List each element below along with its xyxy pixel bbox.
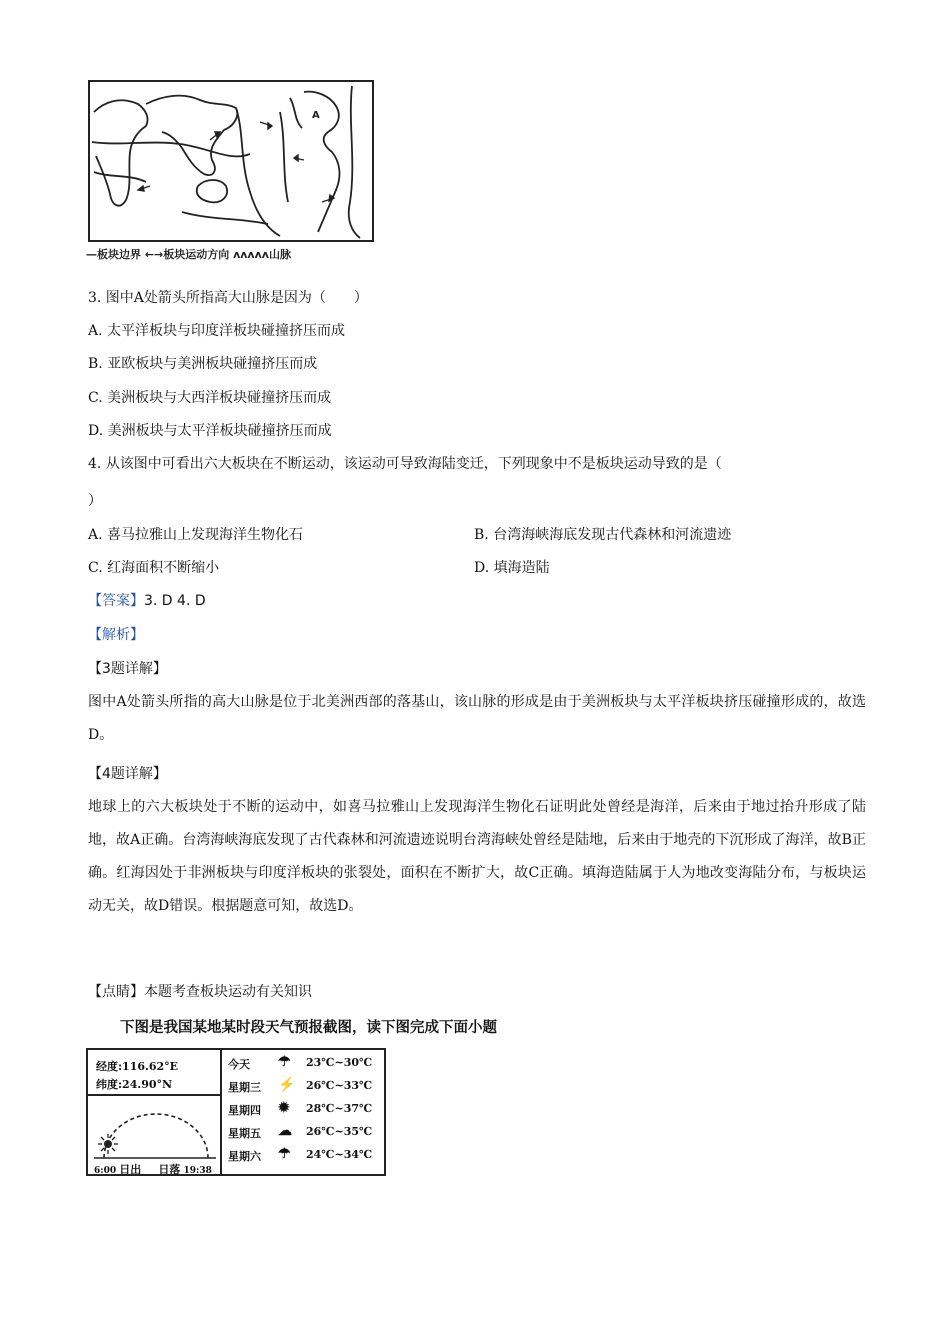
plate-map <box>88 80 374 242</box>
q3-stem: 3. 图中A处箭头所指高大山脉是因为（ ） <box>88 290 368 306</box>
forecast-row <box>228 1146 384 1166</box>
analysis-tag: 【解析】 <box>88 627 144 643</box>
q4-option-d: D. 填海造陆 <box>474 560 550 576</box>
latitude-label: 纬度:24.90°N <box>96 1078 173 1091</box>
weather-forecast-panel <box>86 1048 386 1176</box>
forecast-day: 星期五 <box>228 1127 261 1140</box>
detail4-text: 地球上的六大板块处于不断的运动中，如喜马拉雅山上发现海洋生物化石证明此处曾经是海洋，后来由于地过抬升形成了陆地，故A正确。台湾海峡海底发现了古代森林和河流遗迹说明台湾海峡处曾经是陆地，后来由于地壳的下沉形成了海洋，故B正确。红海因处于非洲板块与印度洋板块的张裂处，面积在不断扩大，故C正确。填海造陆属于人为地改变海陆分布，与板块运动无关，故D错误。根据题意可知，故选D。 <box>88 799 866 914</box>
comment-line: 【点睛】本题考查板块运动有关知识 <box>88 984 312 1000</box>
q4-option-a: A. 喜马拉雅山上发现海洋生物化石 <box>88 527 304 543</box>
sunset-label: 日落 <box>158 1163 181 1176</box>
forecast-row <box>228 1100 384 1120</box>
sun-path-diagram <box>90 1098 220 1162</box>
plate-map-figure <box>86 72 382 268</box>
forecast-day: 今天 <box>228 1058 250 1071</box>
forecast-row <box>228 1054 384 1074</box>
thunderstorm-icon: ⚡ <box>278 1077 296 1093</box>
longitude-label: 经度:116.62°E <box>96 1060 179 1073</box>
marker-a: A <box>312 110 320 121</box>
sun-icon <box>98 1134 118 1154</box>
sunrise-time: 6:00 <box>94 1166 117 1176</box>
detail3-title: 【3题详解】 <box>88 661 167 677</box>
rain-icon: ☂ <box>278 1054 291 1070</box>
forecast-day: 星期六 <box>228 1150 261 1163</box>
detail4-title: 【4题详解】 <box>88 766 167 782</box>
answer-text: 3. D 4. D <box>144 593 206 609</box>
sunny-icon: ✹ <box>278 1100 290 1116</box>
divider-vertical <box>220 1050 222 1174</box>
cloudy-rain-icon: ☁ <box>278 1123 292 1139</box>
forecast-day: 星期三 <box>228 1081 261 1094</box>
sun-times <box>94 1161 212 1177</box>
map-legend: —板块边界 ←→板块运动方向 ʌʌʌʌʌ山脉 <box>86 248 291 261</box>
forecast-temp: 24℃~34℃ <box>306 1148 373 1161</box>
q3-option-c: C. 美洲板块与大西洋板块碰撞挤压而成 <box>88 390 332 406</box>
q4-stem: 4. 从该图中可看出六大板块在不断运动，该运动可导致海陆变迁，下列现象中不是板块运动导致的是（ <box>88 456 722 472</box>
forecast-day: 星期四 <box>228 1104 261 1117</box>
detail3-text: 图中A处箭头所指的高大山脉是位于北美洲西部的落基山，该山脉的形成是由于美洲板块与太平洋板块挤压碰撞形成的，故选D。 <box>88 694 866 743</box>
forecast-temp: 28℃~37℃ <box>306 1102 373 1115</box>
q4-option-c: C. 红海面积不断缩小 <box>88 560 220 576</box>
q3-option-b: B. 亚欧板块与美洲板块碰撞挤压而成 <box>88 356 318 372</box>
answer-line <box>88 591 206 611</box>
q3-option-a: A. 太平洋板块与印度洋板块碰撞挤压而成 <box>88 323 346 339</box>
q3-option-d: D. 美洲板块与太平洋板块碰撞挤压而成 <box>88 423 332 439</box>
q4-option-b: B. 台湾海峡海底发现古代森林和河流遗迹 <box>474 527 732 543</box>
forecast-temp: 23℃~30℃ <box>306 1056 373 1069</box>
forecast-row <box>228 1077 384 1097</box>
forecast-temp: 26℃~35℃ <box>306 1125 373 1138</box>
rain-icon: ☂ <box>278 1146 291 1162</box>
world-map-drawing <box>90 82 372 240</box>
divider-horizontal <box>88 1094 220 1096</box>
q4-stem-end: ） <box>88 493 102 509</box>
location-panel <box>90 1052 220 1176</box>
sunset-time: 19:38 <box>183 1166 212 1176</box>
answer-tag: 【答案】 <box>88 593 144 609</box>
weather-intro: 下图是我国某地某时段天气预报截图，读下图完成下面小题 <box>120 1020 497 1036</box>
forecast-row <box>228 1123 384 1143</box>
sunrise-label: 日出 <box>119 1163 142 1176</box>
forecast-temp: 26℃~33℃ <box>306 1079 373 1092</box>
